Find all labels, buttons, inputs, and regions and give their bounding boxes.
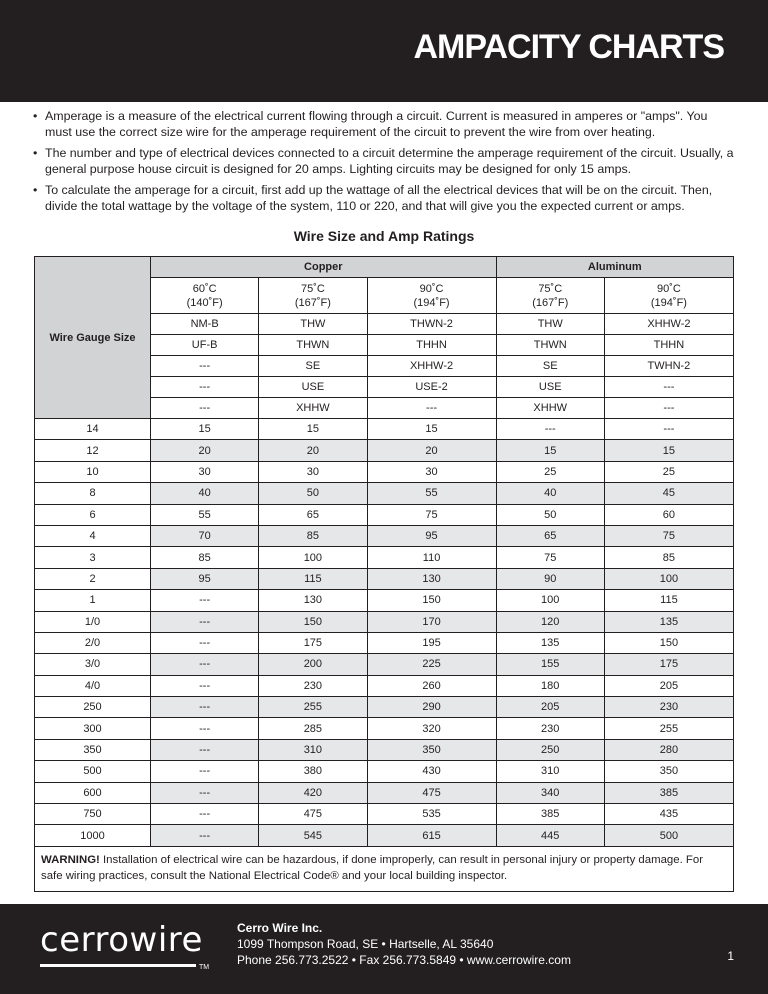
amp-rating-cell: 310 <box>496 761 604 782</box>
gauge-size-cell: 300 <box>35 718 151 739</box>
gauge-size-cell: 2 <box>35 568 151 589</box>
amp-rating-cell: --- <box>151 739 259 760</box>
table-row <box>35 419 734 440</box>
amp-rating-cell: 545 <box>259 825 367 846</box>
insulation-type-cell: USE <box>259 377 367 398</box>
amp-rating-cell: 615 <box>367 825 496 846</box>
table-row <box>35 761 734 782</box>
table-row <box>35 718 734 739</box>
amp-rating-cell: 200 <box>259 654 367 675</box>
table-row <box>35 675 734 696</box>
table-row <box>35 632 734 653</box>
amp-rating-cell: 475 <box>259 804 367 825</box>
amp-rating-cell: 320 <box>367 718 496 739</box>
gauge-size-cell: 2/0 <box>35 632 151 653</box>
table-row <box>35 525 734 546</box>
amp-rating-cell: 90 <box>496 568 604 589</box>
table-row <box>35 461 734 482</box>
amp-rating-cell: 195 <box>367 632 496 653</box>
insulation-type-cell: --- <box>151 398 259 419</box>
amp-rating-cell: 150 <box>604 632 733 653</box>
temperature-celsius: 90˚C <box>419 282 444 295</box>
amp-rating-cell: 75 <box>496 547 604 568</box>
insulation-type-cell: --- <box>604 377 733 398</box>
temperature-celsius: 90˚C <box>657 282 681 295</box>
amp-rating-cell: 100 <box>496 590 604 611</box>
table-row <box>35 611 734 632</box>
insulation-type-cell: THWN <box>496 335 604 356</box>
insulation-type-cell: --- <box>367 398 496 419</box>
temperature-cell <box>496 278 604 314</box>
ampacity-table <box>34 256 734 847</box>
amp-rating-cell: 45 <box>604 483 733 504</box>
amp-rating-cell: 15 <box>604 440 733 461</box>
amp-rating-cell: 385 <box>496 804 604 825</box>
amp-rating-cell: 430 <box>367 761 496 782</box>
copper-header: Copper <box>151 257 497 278</box>
amp-rating-cell: 435 <box>604 804 733 825</box>
amp-rating-cell: 285 <box>259 718 367 739</box>
gauge-size-cell: 600 <box>35 782 151 803</box>
insulation-type-cell: USE <box>496 377 604 398</box>
bullet-text: To calculate the amperage for a circuit, first add up the wattage of all the electrical devices that will be on the circuit. Then, divide the total wattage by the voltage of the system, 110 or 220, and that will give you the expected current or amps. <box>45 183 713 213</box>
amp-rating-cell: 445 <box>496 825 604 846</box>
intro-bullet-list <box>33 108 737 219</box>
gauge-size-cell: 14 <box>35 419 151 440</box>
amp-rating-cell: 385 <box>604 782 733 803</box>
amp-rating-cell: --- <box>151 697 259 718</box>
gauge-size-cell: 250 <box>35 697 151 718</box>
amp-rating-cell: 500 <box>604 825 733 846</box>
table-row <box>35 697 734 718</box>
amp-rating-cell: 15 <box>259 419 367 440</box>
insulation-type-cell: THWN <box>259 335 367 356</box>
bullet-text: Amperage is a measure of the electrical current flowing through a circuit. Current is measured in amperes or "amps". You must use the correct size wire for the amperage requirement of the circuit to prevent the wire from over heating. <box>45 109 708 139</box>
amp-rating-cell: --- <box>151 782 259 803</box>
amp-rating-cell: 15 <box>367 419 496 440</box>
gauge-size-cell: 350 <box>35 739 151 760</box>
amp-rating-cell: 25 <box>496 461 604 482</box>
bullet-item <box>33 108 737 140</box>
amp-rating-cell: 230 <box>259 675 367 696</box>
amp-rating-cell: 30 <box>367 461 496 482</box>
insulation-type-cell: THWN-2 <box>367 314 496 335</box>
temperature-fahrenheit: (167˚F) <box>532 296 569 309</box>
insulation-type-cell: SE <box>496 356 604 377</box>
wire-gauge-header: Wire Gauge Size <box>35 257 151 419</box>
table-row <box>35 568 734 589</box>
trademark-mark: TM <box>199 964 210 971</box>
gauge-size-cell: 4 <box>35 525 151 546</box>
table-body <box>35 419 734 847</box>
amp-rating-cell: 20 <box>151 440 259 461</box>
insulation-type-cell: SE <box>259 356 367 377</box>
amp-rating-cell: 40 <box>496 483 604 504</box>
company-address: 1099 Thompson Road, SE • Hartselle, AL 35640 <box>237 937 494 951</box>
gauge-size-cell: 6 <box>35 504 151 525</box>
footer-band <box>0 904 768 994</box>
amp-rating-cell: 290 <box>367 697 496 718</box>
insulation-type-cell: THHN <box>367 335 496 356</box>
table-row <box>35 739 734 760</box>
amp-rating-cell: 25 <box>604 461 733 482</box>
amp-rating-cell: --- <box>151 632 259 653</box>
insulation-type-cell: TWHN-2 <box>604 356 733 377</box>
bullet-item <box>33 182 737 214</box>
amp-rating-cell: 100 <box>604 568 733 589</box>
gauge-size-cell: 12 <box>35 440 151 461</box>
temperature-cell <box>604 278 733 314</box>
amp-rating-cell: 85 <box>259 525 367 546</box>
amp-rating-cell: --- <box>151 804 259 825</box>
amp-rating-cell: 180 <box>496 675 604 696</box>
amp-rating-cell: 120 <box>496 611 604 632</box>
aluminum-header: Aluminum <box>496 257 733 278</box>
amp-rating-cell: 420 <box>259 782 367 803</box>
amp-rating-cell: 350 <box>367 739 496 760</box>
gauge-size-cell: 10 <box>35 461 151 482</box>
amp-rating-cell: 170 <box>367 611 496 632</box>
temperature-fahrenheit: (167˚F) <box>294 296 331 309</box>
amp-rating-cell: 535 <box>367 804 496 825</box>
amp-rating-cell: 135 <box>496 632 604 653</box>
amp-rating-cell: 50 <box>496 504 604 525</box>
gauge-size-cell: 750 <box>35 804 151 825</box>
amp-rating-cell: 350 <box>604 761 733 782</box>
amp-rating-cell: 380 <box>259 761 367 782</box>
amp-rating-cell: --- <box>151 590 259 611</box>
insulation-type-cell: NM-B <box>151 314 259 335</box>
amp-rating-cell: 130 <box>259 590 367 611</box>
amp-rating-cell: 225 <box>367 654 496 675</box>
header-band <box>0 0 768 102</box>
amp-rating-cell: 75 <box>604 525 733 546</box>
table-row <box>35 825 734 846</box>
amp-rating-cell: 95 <box>151 568 259 589</box>
table-title: Wire Size and Amp Ratings <box>293 228 475 244</box>
gauge-size-cell: 3/0 <box>35 654 151 675</box>
amp-rating-cell: 65 <box>496 525 604 546</box>
temperature-celsius: 75˚C <box>300 282 325 295</box>
amp-rating-cell: 150 <box>259 611 367 632</box>
temperature-cell <box>151 278 259 314</box>
amp-rating-cell: 155 <box>496 654 604 675</box>
amp-rating-cell: 20 <box>367 440 496 461</box>
amp-rating-cell: 65 <box>259 504 367 525</box>
table-row <box>35 504 734 525</box>
warning-text: Installation of electrical wire can be hazardous, if done improperly, can result in personal injury or property damage. For safe wiring practices, consult the National Electrical Code® and your local building inspector. <box>41 854 704 882</box>
amp-rating-cell: 115 <box>604 590 733 611</box>
temperature-cell <box>367 278 496 314</box>
table-row <box>35 590 734 611</box>
bullet-symbol: • <box>33 146 38 160</box>
amp-rating-cell: 135 <box>604 611 733 632</box>
amp-rating-cell: 15 <box>496 440 604 461</box>
company-contact: Phone 256.773.2522 • Fax 256.773.5849 • www.cerrowire.com <box>237 953 571 967</box>
temperature-celsius: 60˚C <box>192 282 217 295</box>
temperature-fahrenheit: (140˚F) <box>186 296 223 309</box>
amp-rating-cell: 85 <box>151 547 259 568</box>
amp-rating-cell: 55 <box>151 504 259 525</box>
warning-label: WARNING! <box>41 854 100 866</box>
amp-rating-cell: 310 <box>259 739 367 760</box>
amp-rating-cell: 175 <box>604 654 733 675</box>
insulation-type-cell: XHHW-2 <box>367 356 496 377</box>
amp-rating-cell: --- <box>496 419 604 440</box>
insulation-type-cell: USE-2 <box>367 377 496 398</box>
amp-rating-cell: 85 <box>604 547 733 568</box>
amp-rating-cell: --- <box>151 654 259 675</box>
amp-rating-cell: 60 <box>604 504 733 525</box>
amp-rating-cell: 30 <box>259 461 367 482</box>
table-row <box>35 654 734 675</box>
amp-rating-cell: 55 <box>367 483 496 504</box>
amp-rating-cell: 475 <box>367 782 496 803</box>
page-number: 1 <box>727 949 734 963</box>
temperature-celsius: 75˚C <box>538 282 563 295</box>
amp-rating-cell: 280 <box>604 739 733 760</box>
amp-rating-cell: --- <box>604 419 733 440</box>
amp-rating-cell: 175 <box>259 632 367 653</box>
amp-rating-cell: 230 <box>604 697 733 718</box>
insulation-type-cell: THW <box>259 314 367 335</box>
amp-rating-cell: 70 <box>151 525 259 546</box>
gauge-size-cell: 8 <box>35 483 151 504</box>
gauge-size-cell: 1/0 <box>35 611 151 632</box>
amp-rating-cell: 150 <box>367 590 496 611</box>
table-row <box>35 547 734 568</box>
cerrowire-logo: cerrowire <box>40 920 203 960</box>
logo-underline <box>40 964 196 967</box>
amp-rating-cell: 75 <box>367 504 496 525</box>
amp-rating-cell: --- <box>151 761 259 782</box>
company-name: Cerro Wire Inc. <box>237 921 323 935</box>
amp-rating-cell: --- <box>151 718 259 739</box>
amp-rating-cell: 260 <box>367 675 496 696</box>
insulation-type-cell: UF-B <box>151 335 259 356</box>
warning-box <box>34 847 734 892</box>
insulation-type-cell: --- <box>151 356 259 377</box>
insulation-type-cell: --- <box>604 398 733 419</box>
amp-rating-cell: 100 <box>259 547 367 568</box>
temperature-fahrenheit: (194˚F) <box>650 296 687 309</box>
insulation-type-cell: THHN <box>604 335 733 356</box>
amp-rating-cell: --- <box>151 675 259 696</box>
amp-rating-cell: 130 <box>367 568 496 589</box>
amp-rating-cell: 230 <box>496 718 604 739</box>
amp-rating-cell: 95 <box>367 525 496 546</box>
amp-rating-cell: 250 <box>496 739 604 760</box>
amp-rating-cell: 340 <box>496 782 604 803</box>
table-row <box>35 782 734 803</box>
gauge-size-cell: 1000 <box>35 825 151 846</box>
insulation-type-cell: THW <box>496 314 604 335</box>
amp-rating-cell: 115 <box>259 568 367 589</box>
amp-rating-cell: 205 <box>604 675 733 696</box>
gauge-size-cell: 1 <box>35 590 151 611</box>
amp-rating-cell: 110 <box>367 547 496 568</box>
insulation-type-cell: XHHW <box>259 398 367 419</box>
insulation-type-cell: XHHW-2 <box>604 314 733 335</box>
amp-rating-cell: --- <box>151 611 259 632</box>
gauge-size-cell: 3 <box>35 547 151 568</box>
gauge-size-cell: 4/0 <box>35 675 151 696</box>
amp-rating-cell: 20 <box>259 440 367 461</box>
amp-rating-cell: 255 <box>259 697 367 718</box>
insulation-type-cell: XHHW <box>496 398 604 419</box>
amp-rating-cell: 255 <box>604 718 733 739</box>
table-row <box>35 440 734 461</box>
amp-rating-cell: 30 <box>151 461 259 482</box>
insulation-type-cell: --- <box>151 377 259 398</box>
temperature-cell <box>259 278 367 314</box>
bullet-symbol: • <box>33 183 38 197</box>
amp-rating-cell: --- <box>151 825 259 846</box>
bullet-symbol: • <box>33 109 38 123</box>
amp-rating-cell: 50 <box>259 483 367 504</box>
amp-rating-cell: 15 <box>151 419 259 440</box>
company-info <box>237 920 571 968</box>
table-row <box>35 804 734 825</box>
gauge-size-cell: 500 <box>35 761 151 782</box>
page-title: AMPACITY CHARTS <box>413 28 724 66</box>
amp-rating-cell: 205 <box>496 697 604 718</box>
table-row <box>35 483 734 504</box>
amp-rating-cell: 40 <box>151 483 259 504</box>
bullet-item <box>33 145 737 177</box>
temperature-fahrenheit: (194˚F) <box>413 296 450 309</box>
bullet-text: The number and type of electrical devices connected to a circuit determine the amperage requirement of the circuit. Usually, a general purpose house circuit is designed for 20 amps. Lighting circuits may be designed for only 15 amps. <box>45 146 734 176</box>
